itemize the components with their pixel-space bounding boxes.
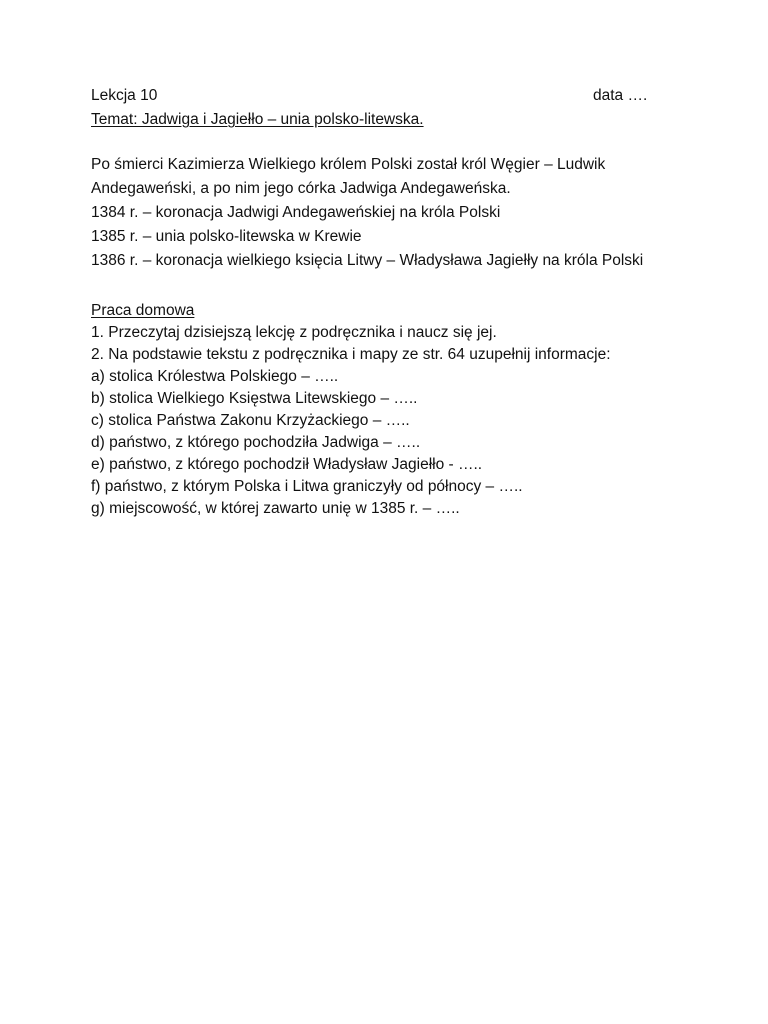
homework-question: d) państwo, z którego pochodziła Jadwiga – ….. xyxy=(91,434,421,451)
homework-question: e) państwo, z którego pochodził Władysław Jagiełło - ….. xyxy=(91,456,483,473)
intro-line: Andegaweński, a po nim jego córka Jadwiga Andegaweńska. xyxy=(91,180,511,197)
header-line xyxy=(91,86,671,108)
homework-task: 2. Na podstawie tekstu z podręcznika i mapy ze str. 64 uzupełnij informacje: xyxy=(91,346,611,363)
timeline-entry-1386: 1386 r. – koronacja wielkiego księcia Litwy – Władysława Jagiełły na króla Polski xyxy=(91,252,644,269)
timeline-entry-1384: 1384 r. – koronacja Jadwigi Andegaweńskiej na króla Polski xyxy=(91,204,501,221)
homework-question: f) państwo, z którym Polska i Litwa graniczyły od północy – ….. xyxy=(91,478,523,495)
homework-task: 1. Przeczytaj dzisiejszą lekcję z podręcznika i naucz się jej. xyxy=(91,324,497,341)
homework-title: Praca domowa xyxy=(91,302,195,319)
homework-question: b) stolica Wielkiego Księstwa Litewskiego – ….. xyxy=(91,390,418,407)
homework-question: a) stolica Królestwa Polskiego – ….. xyxy=(91,368,339,385)
homework-question: c) stolica Państwa Zakonu Krzyżackiego – ….. xyxy=(91,412,410,429)
date-label: data …. xyxy=(593,87,648,104)
lesson-number: Lekcja 10 xyxy=(91,87,158,104)
timeline-entry-1385: 1385 r. – unia polsko-litewska w Krewie xyxy=(91,228,362,245)
intro-line: Po śmierci Kazimierza Wielkiego królem Polski został król Węgier – Ludwik xyxy=(91,156,606,173)
homework-question: g) miejscowość, w której zawarto unię w 1385 r. – ….. xyxy=(91,500,460,517)
homework-section xyxy=(91,300,701,520)
intro-paragraph xyxy=(91,153,701,273)
lesson-topic: Temat: Jadwiga i Jagiełło – unia polsko-litewska. xyxy=(91,111,424,128)
